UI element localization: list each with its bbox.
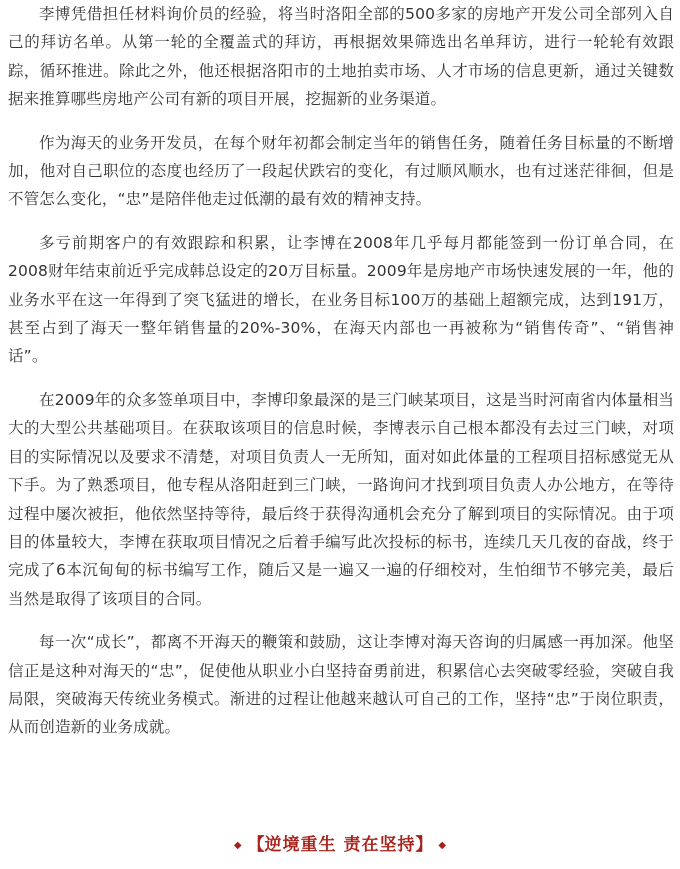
article-body <box>8 0 674 757</box>
section-heading-title: 逆境重生 责在坚持 <box>264 835 416 855</box>
left-bracket: 【 <box>247 835 265 855</box>
section-heading <box>0 830 680 863</box>
paragraph-1: 李博凭借担任材料询价员的经验，将当时洛阳全部的500多家的房地产开发公司全部列入自己的拜访名单。从第一轮的全覆盖式的拜访，再根据效果筛选出名单拜访，进行一轮轮有效跟踪，循环推进。除此之外，他还根据洛阳市的土地拍卖市场、人才市场的信息更新，通过关键数据来推算哪些房地产公司有新的项目开展，挖掘新的业务渠道。 <box>8 5 674 109</box>
diamond-left-icon: ◆ <box>233 840 242 851</box>
paragraph-2: 作为海天的业务开发员，在每个财年初都会制定当年的销售任务，随着任务目标量的不断增加，他对自己职位的态度也经历了一段起伏跌宕的变化，有过顺风顺水，也有过迷茫徘徊，但是不管怎么变化，“忠”是陪伴他走过低潮的最有效的精神支持。 <box>8 133 674 209</box>
paragraph-5: 每一次“成长”，都离不开海天的鞭策和鼓励，这让李博对海天咨询的归属感一再加深。他坚信正是这种对海天的“忠”，促使他从职业小白坚持奋勇前进，积累信心去突破零经验，突破自我局限，突破海天传统业务模式。渐进的过程让他越来越认可自己的工作，坚持“忠”于岗位职责，从而创造新的业务成就。 <box>8 633 674 737</box>
diamond-right-icon: ◆ <box>438 840 447 851</box>
right-bracket: 】 <box>415 835 433 855</box>
paragraph-3: 多亏前期客户的有效跟踪和积累，让李博在2008年几乎每月都能签到一份订单合同，在2008财年结束前近乎完成韩总设定的20万目标量。2009年是房地产市场快速发展的一年，他的业务水平在这一年得到了突飞猛进的增长，在业务目标100万的基础上超额完成，达到191万，甚至占到了海天一整年销售量的20%-30%，在海天内部也一再被称为“销售传奇”、“销售神话”。 <box>8 233 674 366</box>
paragraph-4: 在2009年的众多签单项目中，李博印象最深的是三门峡某项目，这是当时河南省内体量相当大的大型公共基础项目。在获取该项目的信息时候，李博表示自己根本都没有去过三门峡，对项目的实际情况以及要求不清楚，对项目负责人一无所知，面对如此体量的工程项目招标感觉无从下手。为了熟悉项目，他专程从洛阳赶到三门峡，一路询问才找到项目负责人办公地方，在等待过程中屡次被拒，他依然坚持等待，最后终于获得沟通机会充分了解到项目的实际情况。由于项目的体量较大，李博在获取项目情况之后着手编写此次投标的标书，连续几天几夜的奋战，终于完成了6本沉甸甸的标书编写工作，随后又是一遍又一遍的仔细校对，生怕细节不够完美，最后当然是取得了该项目的合同。 <box>8 390 674 608</box>
